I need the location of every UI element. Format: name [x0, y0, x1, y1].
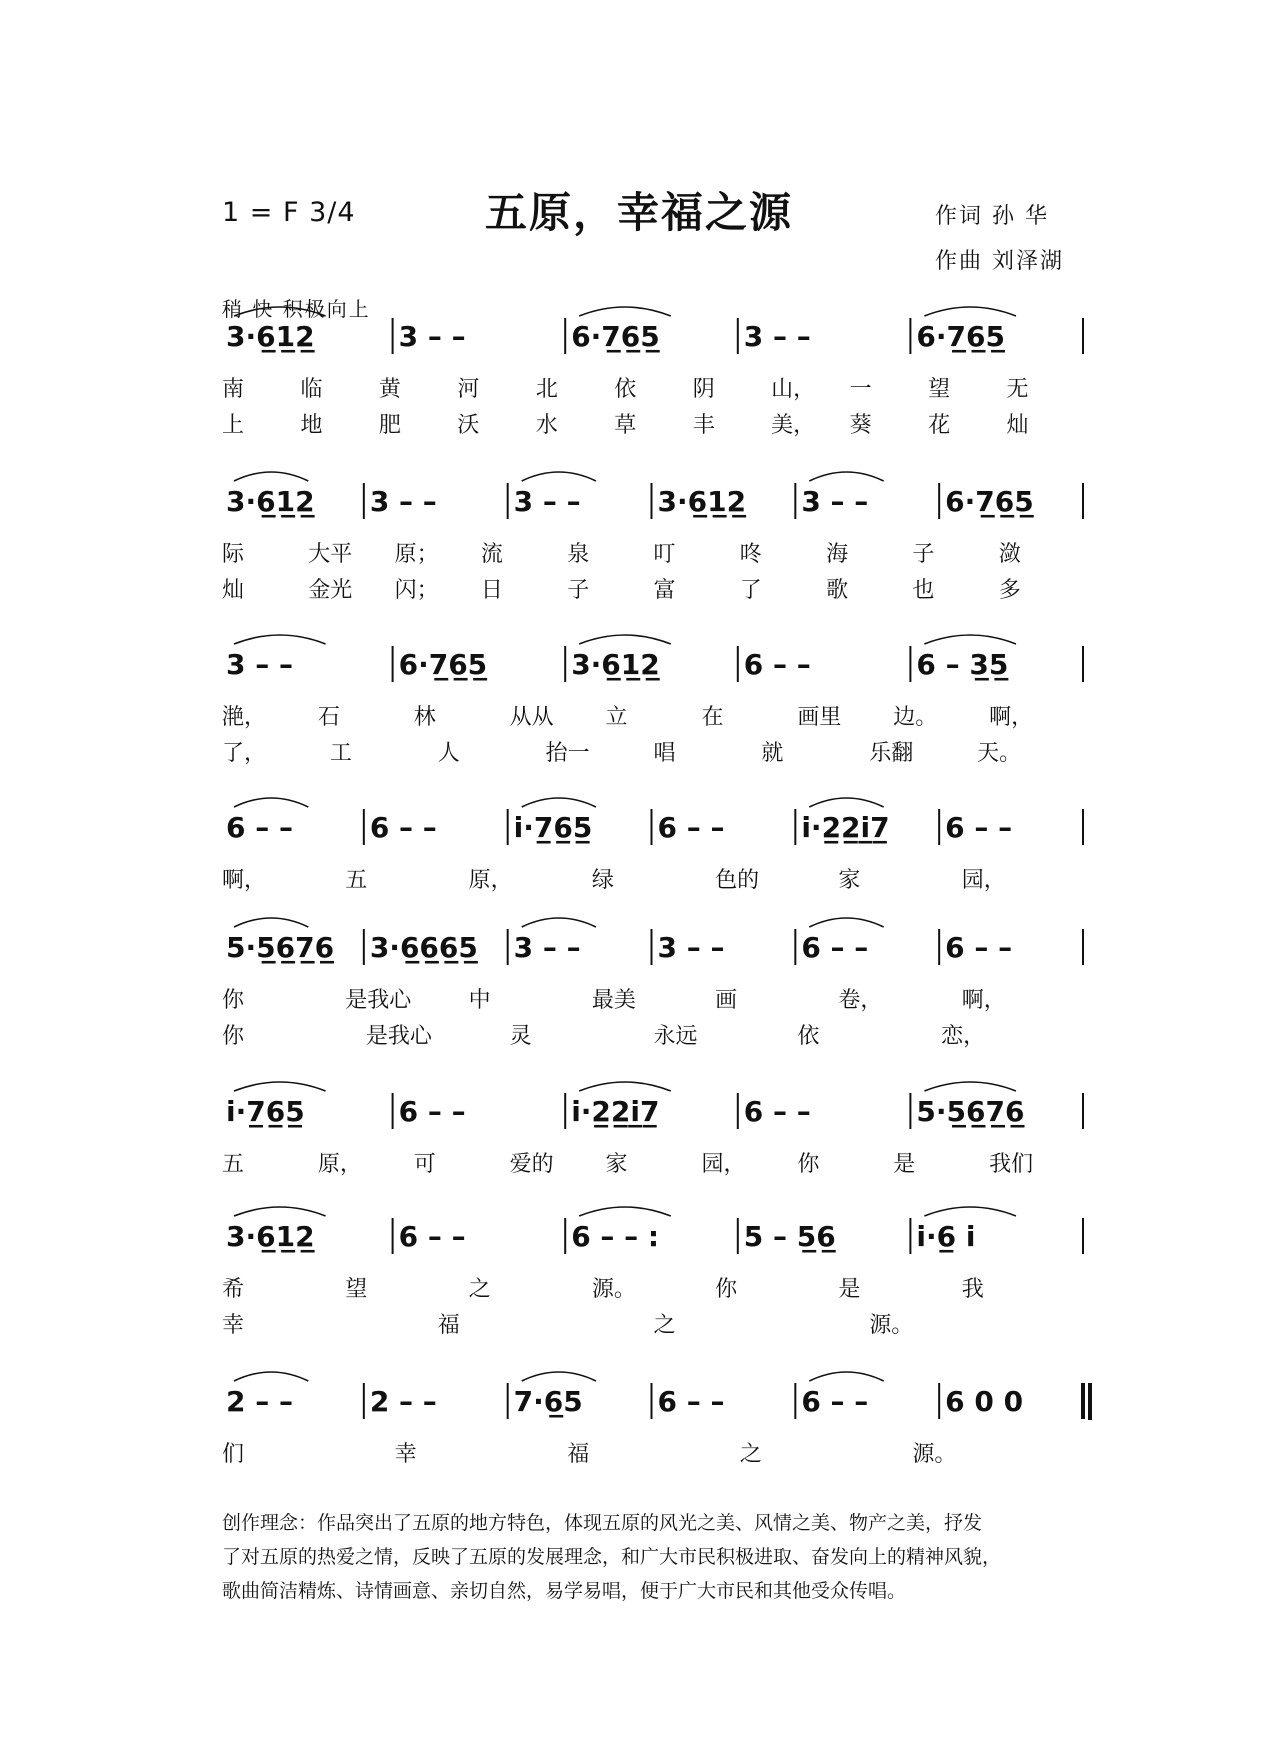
measure: 3 – –	[801, 485, 869, 518]
lyric-word: 一	[849, 377, 872, 402]
slur-mark	[579, 1082, 671, 1091]
creation-note-line-3: 歌曲简洁精炼、诗情画意、亲切自然，易学易唱，便于广大市民和其他受众传唱。	[222, 1580, 907, 1602]
lyric-word: 之	[739, 1442, 762, 1467]
measure: 6 0 0	[945, 1385, 1024, 1418]
lyric-word: 上	[222, 413, 245, 439]
lyric-word: 无	[1006, 377, 1029, 402]
measure: 6 – –	[743, 1095, 811, 1128]
lyric-word: 你	[797, 1152, 820, 1177]
lyric-word: 潋	[998, 542, 1021, 567]
measure: 3 – –	[513, 931, 581, 964]
lyric-word: 希	[222, 1277, 245, 1302]
lyric-word: 五	[345, 868, 368, 893]
measure: i·2̲2̲i̲7̲	[571, 1095, 660, 1128]
lyric-word: 乐翻	[869, 741, 914, 767]
lyric-word: 是	[838, 1277, 861, 1302]
lyric-word: 之	[468, 1277, 491, 1302]
slur-mark	[924, 1207, 1016, 1216]
key-signature: 1 = F 3/4	[222, 197, 356, 228]
lyric-word: 灵	[509, 1024, 532, 1050]
measure: 6 – – :	[571, 1220, 660, 1253]
lyric-word: 美，	[771, 413, 816, 439]
slur-mark	[579, 1207, 671, 1216]
slur-mark	[234, 1082, 326, 1091]
lyric-word: 五	[222, 1152, 245, 1177]
lyric-word: 石	[317, 705, 340, 730]
slur-mark	[234, 918, 308, 927]
lyric-word: 工	[329, 741, 352, 767]
lyric-word: 人	[437, 741, 460, 767]
lyric-word: 们	[222, 1442, 245, 1467]
slur-mark	[522, 472, 596, 481]
slur-mark	[809, 918, 883, 927]
lyric-word: 幸	[222, 1313, 245, 1339]
measure: 6·7̲6̲5̲	[945, 485, 1034, 518]
lyric-word: 画里	[797, 705, 842, 730]
measure: 6 – –	[398, 1220, 466, 1253]
measure: 6 – –	[226, 811, 293, 844]
measure: 6 – –	[945, 811, 1013, 844]
slur-mark	[522, 798, 596, 807]
slur-mark	[234, 798, 308, 807]
lyric-word: 从从	[509, 705, 554, 730]
lyric-word: 啊，	[961, 988, 1006, 1013]
lyric-word: 立	[605, 705, 628, 730]
measure: 6 – –	[945, 931, 1013, 964]
lyric-word: 园，	[961, 868, 1006, 893]
lyric-word: 富	[653, 578, 676, 604]
lyric-word: 是	[893, 1152, 916, 1177]
measure: i·7̲6̲5̲	[513, 811, 593, 844]
slur-mark	[579, 635, 671, 644]
measure: 6·7̲6̲5̲	[398, 648, 488, 681]
measure: 7·6̲5	[513, 1385, 583, 1418]
lyric-word: 河	[457, 377, 480, 402]
lyric-word: 是我心	[365, 1024, 432, 1050]
lyric-word: 啊，	[222, 868, 267, 893]
tempo-marking: 稍 快 积极向上	[222, 297, 371, 321]
slur-mark	[924, 1082, 1016, 1091]
measure: 5·5̲6̲7̲6̲	[916, 1095, 1025, 1128]
lyric-word: 爱的	[509, 1152, 554, 1177]
lyric-word: 原，	[317, 1152, 362, 1177]
lyric-word: 你	[715, 1277, 738, 1302]
lyric-word: 南	[222, 377, 245, 402]
lyric-word: 临	[300, 377, 323, 402]
measure: 2 – –	[226, 1385, 293, 1418]
lyric-word: 山，	[771, 377, 816, 402]
lyric-word: 多	[998, 578, 1021, 604]
lyric-word: 子	[912, 542, 935, 567]
measure: 6 – –	[657, 1385, 725, 1418]
measure: 6 – –	[743, 648, 811, 681]
lyric-word: 黄	[378, 377, 401, 402]
measure: 6 – –	[801, 931, 869, 964]
measure: 3·6̲1̲2̲	[226, 320, 315, 353]
lyric-word: 大平	[308, 542, 353, 567]
measure: 6 – 3̲5̲	[916, 648, 1009, 681]
lyric-word: 福	[567, 1442, 590, 1467]
lyricist-credit: 作词 孙 华	[935, 204, 1049, 229]
measure: 3 – –	[743, 320, 811, 353]
lyric-word: 望	[345, 1277, 368, 1302]
lyric-word: 是我心	[345, 988, 412, 1013]
measure: 6 – –	[801, 1385, 869, 1418]
lyric-word: 林	[413, 705, 436, 730]
lyric-word: 源。	[912, 1442, 957, 1467]
lyric-word: 可	[413, 1152, 436, 1177]
lyric-word: 色的	[715, 868, 760, 893]
lyric-word: 最美	[591, 988, 636, 1013]
lyric-word: 水	[535, 413, 558, 439]
slur-mark	[234, 307, 326, 316]
lyric-word: 原；	[394, 542, 439, 567]
slur-mark	[579, 307, 671, 316]
lyric-word: 源。	[591, 1277, 636, 1302]
lyric-word: 叮	[653, 542, 676, 567]
lyric-word: 了	[739, 578, 762, 604]
lyric-word: 永远	[653, 1024, 698, 1050]
lyric-word: 边。	[893, 705, 938, 730]
lyric-word: 丰	[692, 413, 715, 439]
lyric-word: 咚	[739, 542, 762, 567]
measure: 3·6̲6̲6̲5̲	[369, 931, 478, 964]
lyric-word: 灿	[1006, 413, 1029, 439]
measure: 3·6̲1̲2̲	[571, 648, 660, 681]
lyric-word: 灿	[222, 578, 245, 604]
lyric-word: 你	[222, 1024, 245, 1050]
measure: 3·6̲1̲2̲	[226, 1220, 315, 1253]
lyric-word: 原，	[468, 868, 513, 893]
measure: 6·7̲6̲5̲	[916, 320, 1005, 353]
lyric-word: 绿	[591, 868, 614, 893]
lyric-word: 闪；	[394, 578, 439, 604]
lyric-word: 子	[567, 578, 590, 604]
lyric-word: 你	[222, 988, 245, 1013]
lyric-word: 地	[300, 413, 323, 439]
measure: i·2̲2̲i̲7̲	[801, 811, 890, 844]
lyric-word: 源。	[869, 1313, 914, 1339]
lyric-word: 泉	[567, 542, 590, 567]
slur-mark	[924, 635, 1016, 644]
slur-mark	[522, 918, 596, 927]
slur-mark	[924, 307, 1016, 316]
measure: 5·5̲6̲7̲6̲	[226, 931, 335, 964]
measure: 6 – –	[657, 811, 725, 844]
measure: 6·7̲6̲5̲	[571, 320, 660, 353]
lyric-word: 肥	[378, 413, 401, 439]
lyric-word: 园，	[701, 1152, 746, 1177]
lyric-word: 海	[826, 542, 849, 567]
slur-mark	[809, 472, 883, 481]
lyric-word: 家	[838, 868, 861, 893]
measure: 3 – –	[226, 648, 293, 681]
lyric-word: 恋，	[941, 1024, 986, 1050]
lyric-word: 金光	[308, 578, 353, 604]
composer-credit: 作曲 刘泽湖	[935, 249, 1064, 274]
lyric-word: 葵	[849, 413, 872, 439]
lyric-word: 卷，	[838, 988, 883, 1013]
slur-mark	[809, 1372, 883, 1381]
lyric-word: 望	[928, 377, 951, 402]
measure: 3 – –	[398, 320, 466, 353]
slur-mark	[234, 472, 308, 481]
lyric-word: 抬一	[545, 741, 590, 767]
lyric-word: 阴	[692, 377, 715, 402]
lyric-word: 北	[535, 377, 558, 402]
lyric-word: 幸	[394, 1442, 417, 1467]
lyric-word: 了，	[222, 741, 267, 767]
measure: 3 – –	[513, 485, 581, 518]
lyric-word: 歌	[826, 578, 849, 604]
lyric-word: 福	[437, 1313, 460, 1339]
lyric-word: 家	[605, 1152, 628, 1177]
measure: 2 – –	[369, 1385, 437, 1418]
slur-mark	[234, 635, 326, 644]
lyric-word: 啊，	[989, 705, 1034, 730]
slur-mark	[809, 798, 883, 807]
lyric-word: 流	[480, 542, 503, 567]
slur-mark	[234, 1372, 308, 1381]
measure: 3 – –	[369, 485, 437, 518]
song-title: 五原，幸福之源	[485, 188, 794, 237]
lyric-word: 唱	[653, 741, 676, 767]
slur-mark	[522, 1372, 596, 1381]
lyric-word: 沃	[457, 413, 480, 439]
lyric-word: 画	[715, 988, 738, 1013]
lyric-word: 中	[468, 988, 491, 1013]
creation-note-line-1: 创作理念：作品突出了五原的地方特色，体现五原的风光之美、风情之美、物产之美，抒发	[222, 1512, 983, 1534]
lyric-word: 就	[761, 741, 784, 767]
measure: 6 – –	[398, 1095, 466, 1128]
measure: 3 – –	[657, 931, 725, 964]
lyric-word: 我	[961, 1277, 984, 1302]
lyric-word: 草	[614, 413, 637, 439]
lyric-word: 我们	[989, 1152, 1034, 1177]
lyric-word: 天。	[977, 741, 1022, 767]
measure: 3·6̲1̲2̲	[657, 485, 747, 518]
creation-note-line-2: 了对五原的热爱之情，反映了五原的发展理念，和广大市民积极进取、奋发向上的精神风貌，	[222, 1546, 1002, 1568]
lyric-word: 际	[222, 542, 245, 567]
lyric-word: 花	[928, 413, 951, 439]
lyric-word: 依	[614, 377, 637, 402]
lyric-word: 日	[480, 578, 503, 604]
lyric-word: 依	[797, 1024, 820, 1050]
slur-mark	[234, 1207, 326, 1216]
measure: 5 – 5̲6̲	[743, 1220, 836, 1253]
measure: i·7̲6̲5̲	[226, 1095, 305, 1128]
lyric-word: 也	[912, 578, 935, 604]
measure: i·6̲ i	[916, 1220, 976, 1253]
lyric-word: 之	[653, 1313, 676, 1339]
measure: 3·6̲1̲2̲	[226, 485, 315, 518]
measure: 6 – –	[369, 811, 437, 844]
lyric-word: 滟，	[222, 705, 267, 730]
lyric-word: 在	[701, 705, 724, 730]
